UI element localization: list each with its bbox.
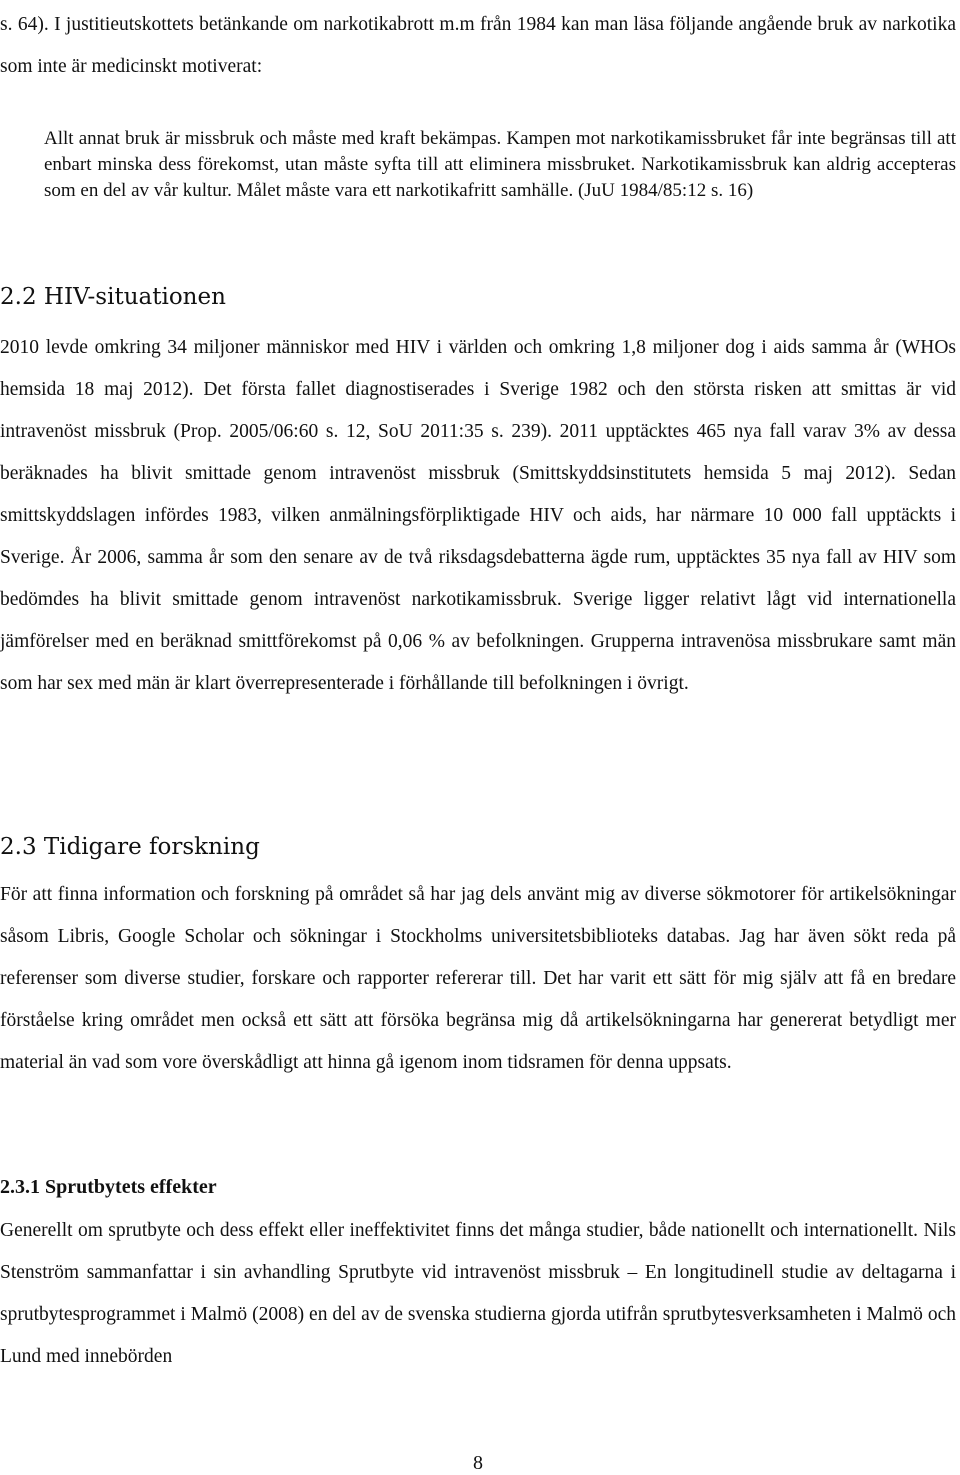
section-2-3-1-paragraph: Generellt om sprutbyte och dess effekt eller ineffektivitet finns det många studier, både nationellt och internationellt. Nils Stenström sammanfattar i sin avhandling Sprutbyte vid intravenöst missbruk – En longitudinell studie av deltagarna i sprutbytesprogrammet i Malmö (2008) en del av de svenska studierna gjorda utifrån sprutbytesverksamheten i Malmö och Lund med innebörden [0,1220,956,1367]
section-2-2-paragraph: 2010 levde omkring 34 miljoner människor med HIV i världen och omkring 1,8 miljoner dog i aids samma år (WHOs hemsida 18 maj 2012). Det första fallet diagnostiserades i Sverige 1982 och den största risken att smittas är vid intravenöst missbruk (Prop. 2005/06:60 s. 12, SoU 2011:35 s. 239). 2011 upptäcktes 465 nya fall varav 3% av dessa beräknades ha blivit smittade genom intravenöst missbruk (Smittskyddsinstitutets hemsida 5 maj 2012). Sedan smittskyddslagen infördes 1983, vilken anmälningsförpliktigade HIV och aids, har närmare 10 000 fall upptäckts i Sverige. År 2006, samma år som den senare av de två riksdagsdebatterna ägde rum, upptäcktes 35 nya fall av HIV som bedömdes ha blivit smittade genom intravenöst narkotikamissbruk. Sverige ligger relativt lågt vid internationella jämförelser med en beräknad smittförekomst på 0,06 % av befolkningen. Grupperna intravenösa missbrukare samt män som har sex med män är klart överrepresenterade i förhållande till befolkningen i övrigt. [0,337,956,694]
section-2-3-paragraph: För att finna information och forskning på området så har jag dels använt mig av diverse sökmotorer för artikelsökningar såsom Libris, Google Scholar och sökningar i Stockholms universitetsbiblioteks databas. Jag har även sökt reda på referenser som diverse studier, forskare och rapporter refererar till. Det har varit ett sätt för mig själv att få en bredare förståelse kring området men också ett sätt att försöka begränsa mig då artikelsökningarna har genererat betydligt mer material än vad som vore överskådligt att hinna gå igenom inom tidsramen för denna uppsats. [0,884,956,1073]
section-heading-2-2: 2.2 HIV-situationen [0,284,226,310]
page-number: 8 [473,1452,483,1474]
section-heading-2-3-1: 2.3.1 Sprutbytets effekter [0,1176,217,1198]
block-quote: Allt annat bruk är missbruk och måste med kraft bekämpas. Kampen mot narkotikamissbruket får inte begränsas till att enbart minska dess förekomst, utan måste syfta till att eliminera missbruket. Narkotikamissbruk kan aldrig accepteras som en del av vår kultur. Målet måste vara ett narkotikafritt samhälle. (JuU 1984/85:12 s. 16) [44,128,956,201]
section-heading-2-3: 2.3 Tidigare forskning [0,834,260,860]
intro-paragraph: s. 64). I justitieutskottets betänkande om narkotikabrott m.m från 1984 kan man läsa följande angående bruk av narkotika som inte är medicinskt motiverat: [0,14,956,77]
